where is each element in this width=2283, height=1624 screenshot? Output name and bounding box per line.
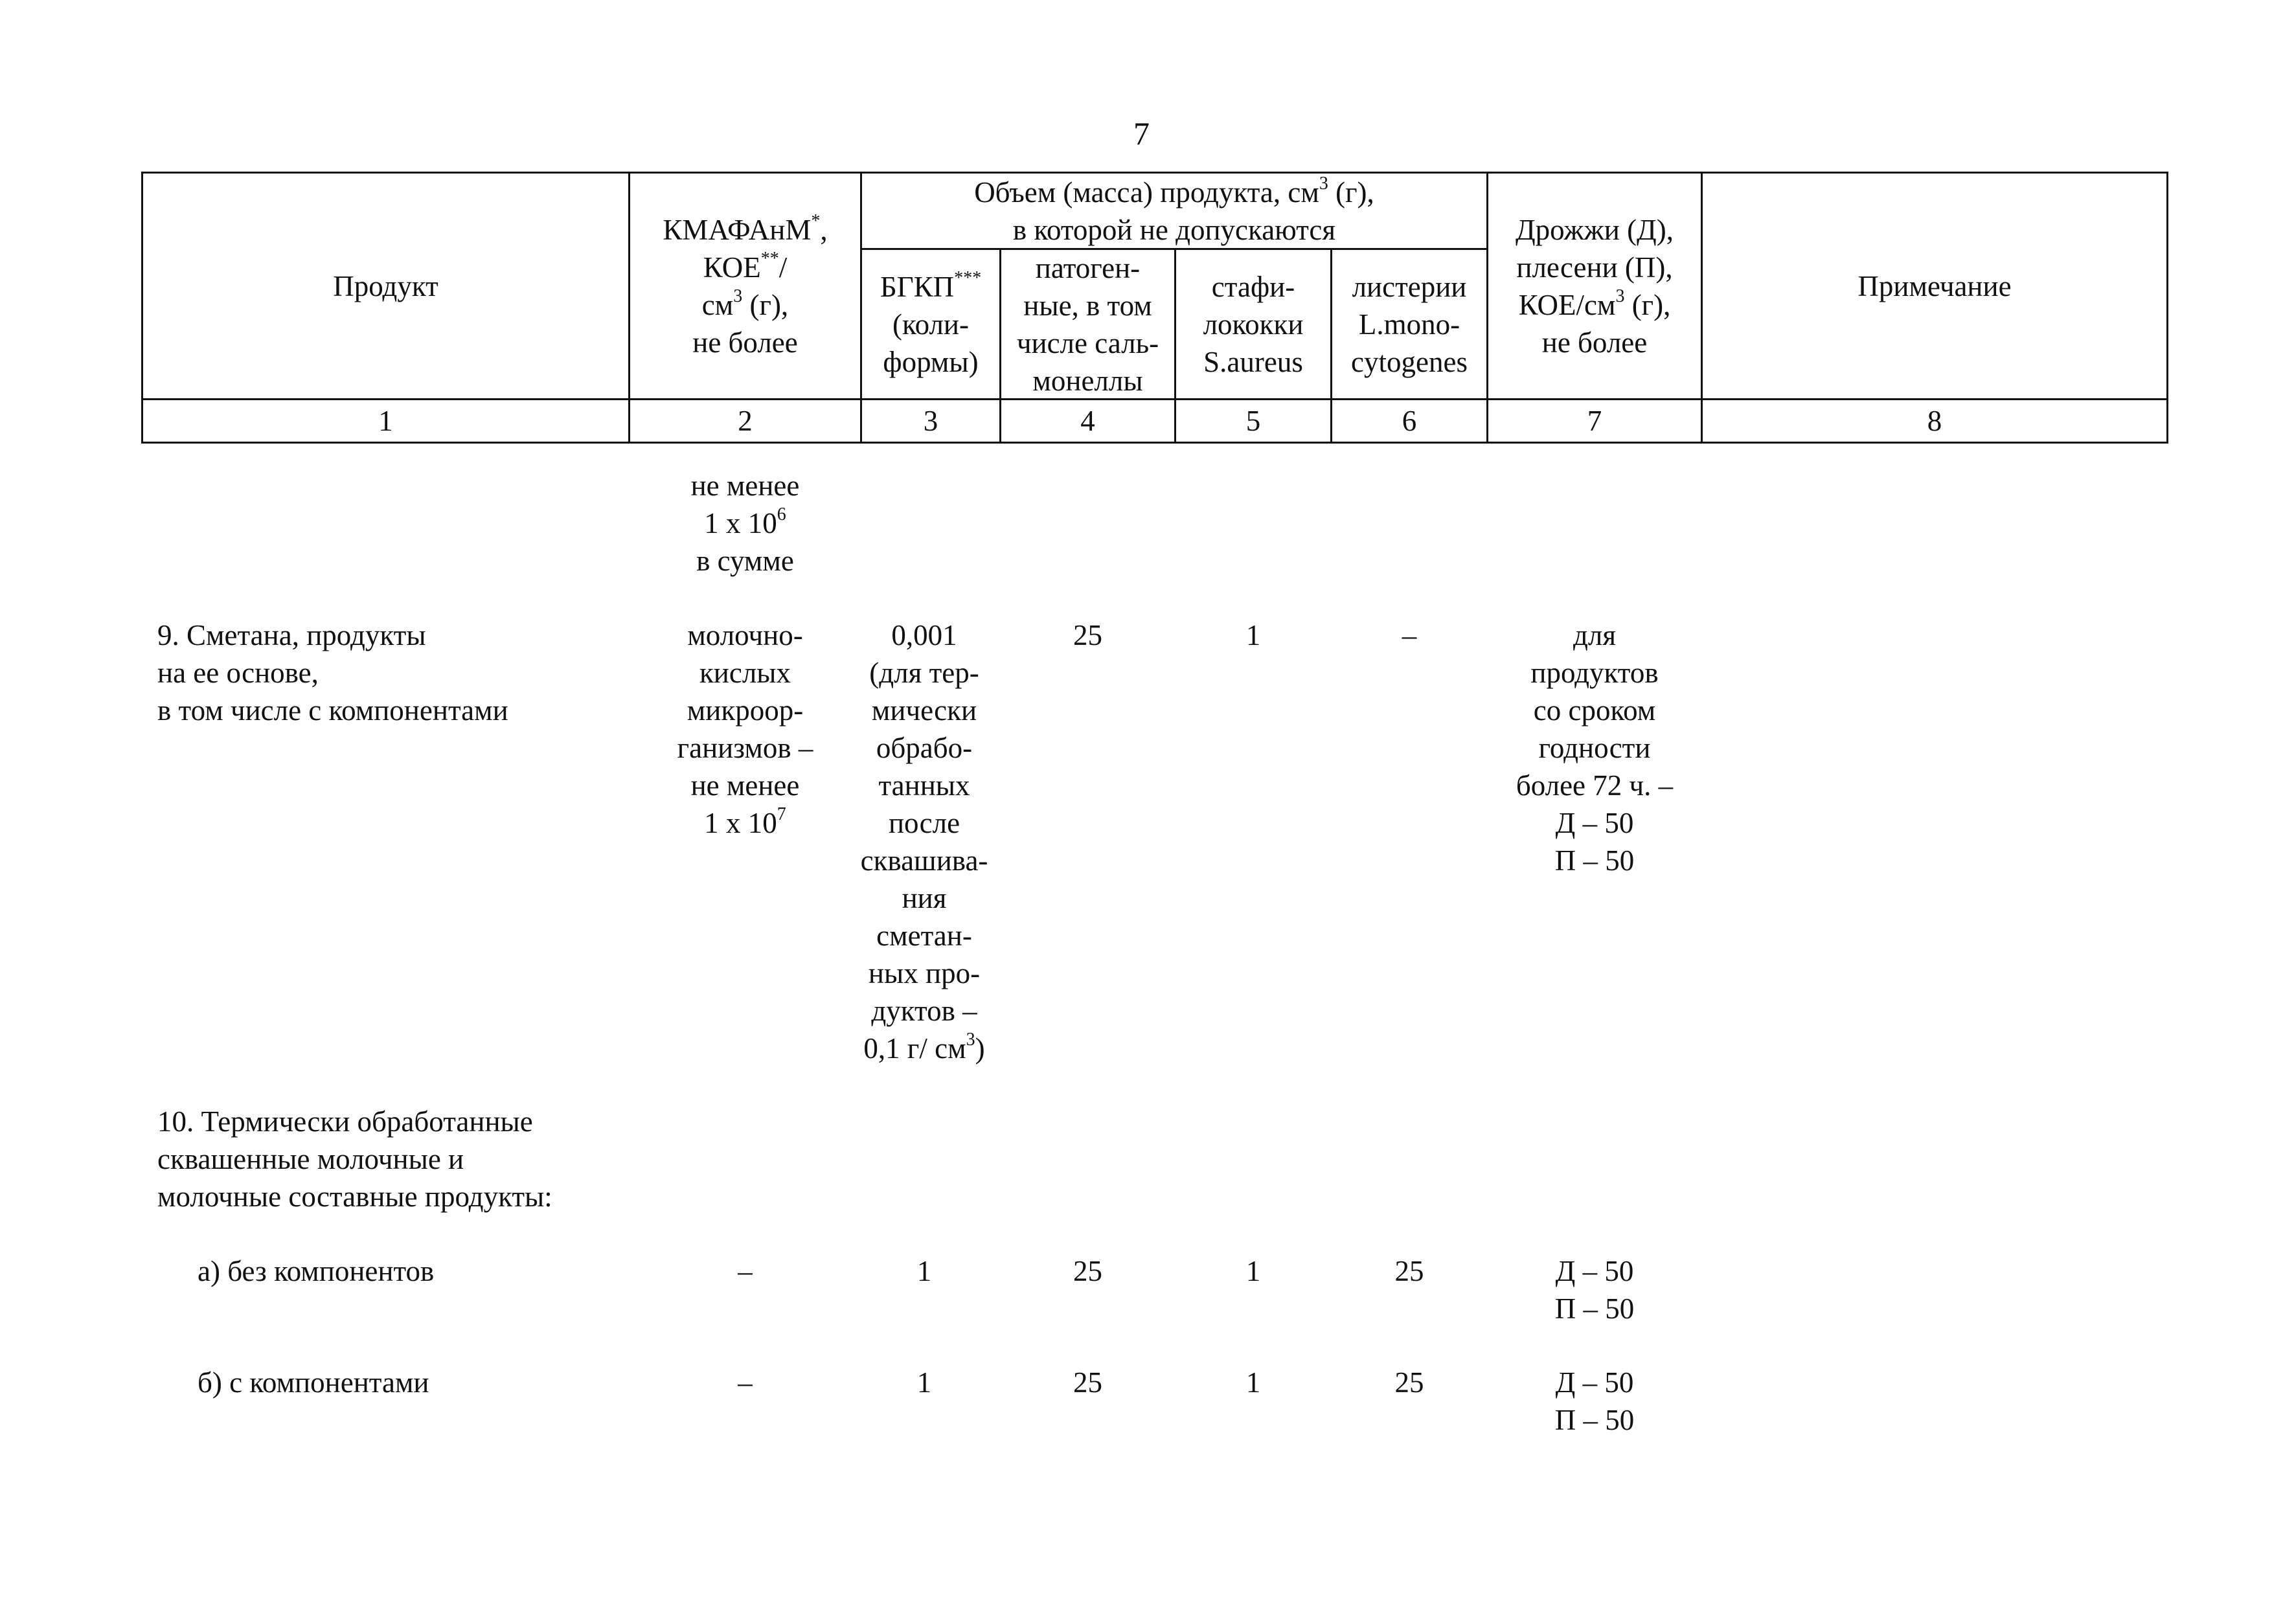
row9-pathogenic: 25 (1073, 619, 1102, 651)
col-number: 6 (1402, 405, 1417, 437)
col-number: 4 (1080, 405, 1095, 437)
row10-product: 10. Термически обработанные сквашенные молочные и молочные составные продукты: (157, 1105, 552, 1213)
col-number: 5 (1245, 405, 1261, 437)
header-staph: стафи- лококки S.aureus (1203, 270, 1304, 378)
row10b-staph: 1 (1245, 1366, 1261, 1399)
row9-listeria: – (1402, 619, 1417, 651)
row10a-staph: 1 (1245, 1255, 1261, 1287)
row9-yeast: для продуктов со сроком годности более 72 ч. – Д – 50 П – 50 (1516, 619, 1674, 877)
header-product: Продукт (333, 269, 438, 302)
row10b-listeria: 25 (1394, 1366, 1424, 1399)
table-header (141, 172, 2168, 444)
row10a-product: а) без компонентов (198, 1255, 435, 1287)
row10b-yeast: Д – 50 П – 50 (1554, 1366, 1635, 1436)
row10a-yeast: Д – 50 П – 50 (1554, 1255, 1635, 1325)
header-bgkp: БГКП*** (коли- формы) (880, 267, 982, 378)
header-yeast: Дрожжи (Д), плесени (П), КОЕ/$см^3$ (г), не более (1515, 213, 1674, 359)
row9-kmafanm: молочно- кислых микроор- ганизмов – не менее 1 x $10^7$ (677, 619, 813, 839)
carry-kmafanm: не менее 1 x $10^6$ в сумме (690, 469, 800, 577)
col-number: 7 (1587, 405, 1602, 437)
row10a-listeria: 25 (1394, 1255, 1424, 1287)
row9-product: 9. Сметана, продукты на ее основе, в том числе с компонентами (157, 619, 508, 727)
row10a-bgkp: 1 (916, 1255, 932, 1287)
header-note: Примечание (1857, 269, 2012, 302)
row9-staph: 1 (1245, 619, 1261, 651)
page-number: 7 (1133, 115, 1150, 152)
header-volume-group: Объем (масса) продукта, $см^3$ (г), в которой не допускаются (974, 173, 1374, 246)
row10b-bgkp: 1 (916, 1366, 932, 1399)
header-kmafanm: КМАФАнМ*, КОЕ**/ $см^3$ (г), не более (663, 210, 828, 359)
col-number: 3 (923, 405, 938, 437)
col-number: 1 (378, 405, 393, 437)
row10a-pathogenic: 25 (1073, 1255, 1102, 1287)
header-listeria: листерии L.mono- cytogenes (1351, 270, 1468, 378)
row10a-kmafanm: – (738, 1255, 753, 1287)
row10b-pathogenic: 25 (1073, 1366, 1102, 1399)
row10b-product: б) с компонентами (198, 1366, 429, 1399)
col-number: 2 (738, 405, 753, 437)
row9-bgkp: 0,001 (для тер- мически обрабо- танных после сквашива- ния сметан- ных про- дуктов – 0,1 г/ $см^3$) (860, 619, 988, 1065)
row10b-kmafanm: – (738, 1366, 753, 1399)
col-number: 8 (1927, 405, 1942, 437)
header-pathogenic: патоген- ные, в том числе саль- монеллы (1016, 251, 1159, 397)
